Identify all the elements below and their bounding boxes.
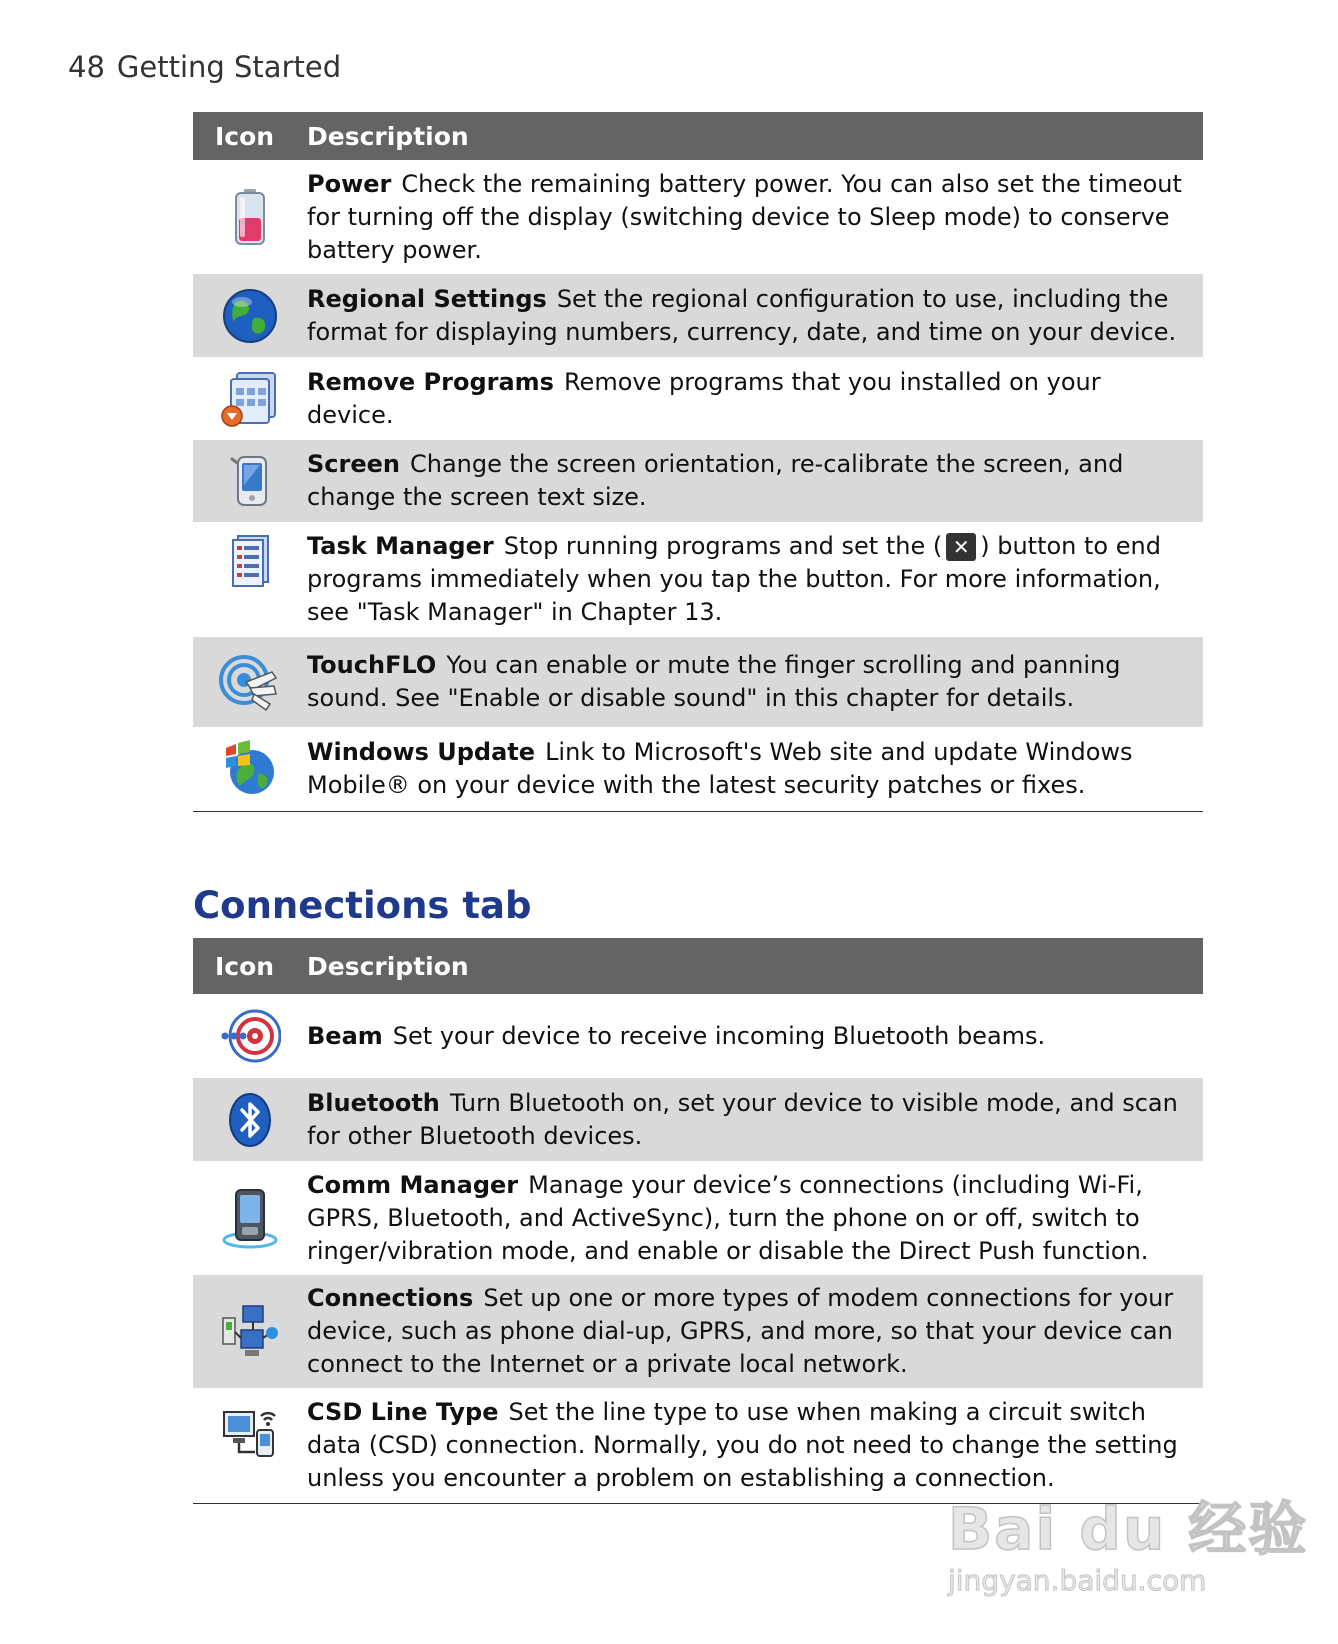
- term-label: Comm Manager: [307, 1170, 519, 1199]
- term-label: Remove Programs: [307, 367, 554, 396]
- table-header-row: [193, 112, 1203, 160]
- close-button-icon: ✕: [946, 533, 976, 561]
- beam-icon: [193, 994, 307, 1078]
- chapter-title: Getting Started: [116, 50, 342, 84]
- term-label: Regional Settings: [307, 284, 547, 313]
- table-row-bluetooth: [193, 1078, 1203, 1161]
- table-row-power: [193, 160, 1203, 274]
- description-text: Turn Bluetooth on, set your device to visible mode, and scan for other Bluetooth devices.: [307, 1088, 1178, 1150]
- watermark: [948, 1482, 1309, 1612]
- description-text: Manage your device’s connections (including Wi-Fi, GPRS, Bluetooth, and ActiveSync), turn the phone on or off, switch to ringer/vibration mode, and enable or disable the Direct Push function.: [307, 1170, 1149, 1265]
- term-label: Connections: [307, 1284, 474, 1312]
- term-label: Screen: [307, 450, 400, 478]
- term-label: CSD Line Type: [307, 1397, 499, 1426]
- table-row-touchflo: [193, 637, 1203, 727]
- description-text: Remove programs that you installed on your device.: [307, 367, 1101, 429]
- watermark-url: jingyan.baidu.com: [948, 1564, 1207, 1597]
- column-header-icon: Icon: [193, 938, 307, 994]
- description-text: Link to Microsoft's Web site and update Windows Mobile® on your device with the latest security patches or fixes.: [307, 737, 1133, 799]
- page-header: [68, 50, 341, 84]
- term-label: Task Manager: [307, 532, 494, 560]
- table-row-screen: [193, 440, 1203, 522]
- table-row-comm-manager: [193, 1161, 1203, 1275]
- description-text-after: ) button to end programs immediately when you tap the button. For more information, see "Task Manager" in Chapter 13.: [307, 532, 1161, 626]
- term-label: TouchFLO: [307, 651, 437, 679]
- table-row-regional-settings: [193, 274, 1203, 357]
- remove-programs-icon: [193, 357, 307, 440]
- table-row-remove-programs: [193, 357, 1203, 440]
- task-manager-icon: [193, 522, 307, 637]
- touchflo-icon: [193, 637, 307, 727]
- table-row-connections: [193, 1275, 1203, 1388]
- windows-update-icon: [193, 727, 307, 811]
- description-text: Set the line type to use when making a circuit switch data (CSD) connection. Normally, you do not need to change the setting unless you encounter a problem on establishing a connection.: [307, 1397, 1178, 1492]
- term-label: Bluetooth: [307, 1088, 440, 1117]
- description-text: Set your device to receive incoming Bluetooth beams.: [392, 1021, 1046, 1050]
- connections-table: [193, 938, 1203, 1504]
- column-header-description: Description: [307, 938, 1203, 994]
- system-settings-table: [193, 112, 1203, 812]
- description-text: Check the remaining battery power. You can also set the timeout for turning off the display (switching device to Sleep mode) to conserve battery power.: [307, 169, 1182, 264]
- csd-line-type-icon: [193, 1388, 307, 1503]
- battery-icon: [193, 160, 307, 274]
- connections-icon: [193, 1275, 307, 1388]
- description-text: You can enable or mute the finger scrolling and panning sound. See "Enable or disable sound" in this chapter for details.: [307, 651, 1121, 712]
- term-label: Beam: [307, 1021, 383, 1050]
- page-number: 48: [68, 50, 105, 84]
- description-text: Set the regional configuration to use, including the format for displaying numbers, currency, date, and time on your device.: [307, 284, 1177, 346]
- description-text: Change the screen orientation, re-calibrate the screen, and change the screen text size.: [307, 450, 1124, 511]
- column-header-icon: Icon: [193, 112, 307, 160]
- term-label: Windows Update: [307, 737, 536, 766]
- table-row-beam: [193, 994, 1203, 1078]
- globe-icon: [193, 274, 307, 357]
- table-row-windows-update: [193, 727, 1203, 811]
- bluetooth-icon: [193, 1078, 307, 1161]
- description-text: Set up one or more types of modem connections for your device, such as phone dial-up, GPRS, and more, so that your device can connect to the Internet or a private local network.: [307, 1284, 1174, 1378]
- watermark-brand: Bai du 经验: [948, 1495, 1309, 1563]
- term-label: Power: [307, 169, 392, 198]
- table-header-row: [193, 938, 1203, 994]
- comm-manager-icon: [193, 1161, 307, 1275]
- column-header-description: Description: [307, 112, 1203, 160]
- table-row-task-manager: [193, 522, 1203, 637]
- section-heading: Connections tab: [193, 884, 532, 927]
- description-text-before: Stop running programs and set the (: [503, 532, 943, 560]
- screen-device-icon: [193, 440, 307, 522]
